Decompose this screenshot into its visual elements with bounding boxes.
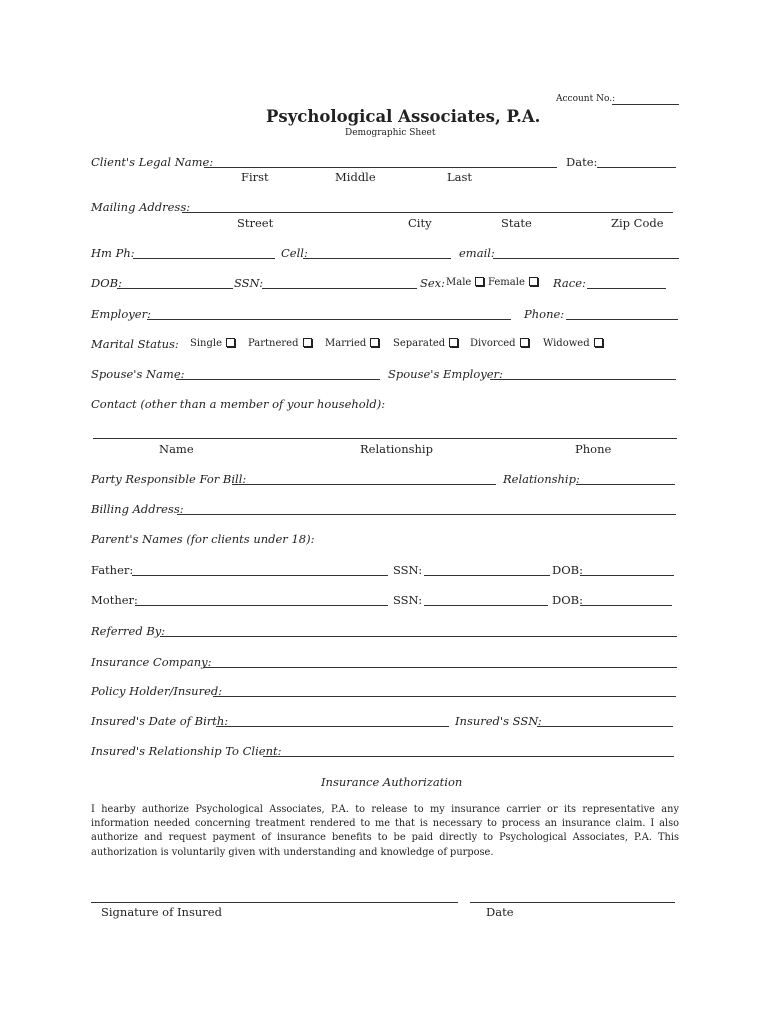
ssn-input[interactable] <box>262 288 417 289</box>
last-name-caption: Last <box>447 170 473 184</box>
parents-names-label: Parent's Names (for clients under 18): <box>91 532 315 546</box>
authorization-heading: Insurance Authorization <box>321 775 463 789</box>
email-input[interactable] <box>493 258 679 259</box>
referred-by-label: Referred By: <box>91 624 166 638</box>
home-phone-input[interactable] <box>133 258 275 259</box>
race-input[interactable] <box>587 288 666 289</box>
middle-name-caption: Middle <box>335 170 376 184</box>
marital-status-label: Marital Status: <box>91 337 179 351</box>
party-responsible-label: Party Responsible For Bill: <box>91 472 247 486</box>
mailing-address-label: Mailing Address: <box>91 200 191 214</box>
insured-ssn-input[interactable] <box>537 726 673 727</box>
marital-option-label: Single <box>190 338 223 349</box>
first-name-caption: First <box>241 170 269 184</box>
insured-dob-label: Insured's Date of Birth: <box>91 714 229 728</box>
contact-name-caption: Name <box>159 442 194 456</box>
signature-caption: Signature of Insured <box>101 905 222 919</box>
race-label: Race: <box>553 276 586 290</box>
marital-option-label: Partnered <box>248 338 299 349</box>
authorization-text: I hearby authorize Psychological Associates, P.A. to release to my insurance carrier or its representative any information needed concerning treatment rendered to me that is necessary to process an insurance claim. I also authorize and request payment of insurance benefits to be paid directly to Psychological Associates, P.A. This authorization is voluntarily given with understanding and knowledge of purpose. <box>91 804 679 858</box>
account-number-input[interactable] <box>612 104 679 105</box>
mother-input[interactable] <box>135 605 388 606</box>
sex-label: Sex: <box>420 276 446 290</box>
marital-widowed-checkbox[interactable] <box>594 338 603 347</box>
home-phone-label: Hm Ph: <box>91 246 135 260</box>
marital-partnered-checkbox[interactable] <box>303 338 312 347</box>
insured-relationship-input[interactable] <box>263 756 674 757</box>
spouse-name-label: Spouse's Name: <box>91 367 185 381</box>
father-label: Father: <box>91 563 134 577</box>
father-input[interactable] <box>132 575 388 576</box>
insured-ssn-label: Insured's SSN: <box>455 714 542 728</box>
employer-phone-input[interactable] <box>566 319 678 320</box>
contact-phone-caption: Phone <box>575 442 612 456</box>
marital-option-separated[interactable] <box>393 338 458 349</box>
spouse-employer-label: Spouse's Employer: <box>388 367 503 381</box>
sex-female-checkbox[interactable] <box>529 277 538 286</box>
marital-separated-checkbox[interactable] <box>449 338 458 347</box>
mother-dob-label: DOB: <box>552 593 583 607</box>
marital-option-widowed[interactable] <box>543 338 603 349</box>
party-relationship-input[interactable] <box>576 484 675 485</box>
billing-address-label: Billing Address: <box>91 502 184 516</box>
client-legal-name-input[interactable] <box>204 167 557 168</box>
father-ssn-input[interactable] <box>424 575 550 576</box>
sex-male-checkbox[interactable] <box>475 277 484 286</box>
marital-option-label: Separated <box>393 338 446 349</box>
cell-phone-input[interactable] <box>303 258 451 259</box>
marital-option-divorced[interactable] <box>470 338 529 349</box>
mailing-address-input[interactable] <box>182 212 673 213</box>
marital-option-label: Divorced <box>470 338 516 349</box>
referred-by-input[interactable] <box>160 636 677 637</box>
father-ssn-label: SSN: <box>393 563 423 577</box>
page-subtitle: Demographic Sheet <box>345 128 436 138</box>
ssn-label: SSN: <box>234 276 264 290</box>
spouse-name-input[interactable] <box>176 379 380 380</box>
signature-date-input[interactable] <box>470 902 675 903</box>
zip-caption: Zip Code <box>611 216 664 230</box>
party-relationship-label: Relationship: <box>503 472 580 486</box>
state-caption: State <box>501 216 532 230</box>
marital-option-partnered[interactable] <box>248 338 312 349</box>
signature-input[interactable] <box>91 902 458 903</box>
mother-label: Mother: <box>91 593 138 607</box>
sex-female-option[interactable] <box>488 277 538 288</box>
father-dob-label: DOB: <box>552 563 583 577</box>
party-responsible-input[interactable] <box>232 484 496 485</box>
marital-option-label: Widowed <box>543 338 590 349</box>
marital-divorced-checkbox[interactable] <box>520 338 529 347</box>
mother-ssn-input[interactable] <box>424 605 548 606</box>
street-caption: Street <box>237 216 274 230</box>
mother-ssn-label: SSN: <box>393 593 423 607</box>
dob-label: DOB: <box>91 276 122 290</box>
date-label: Date: <box>566 155 598 169</box>
page-title: Psychological Associates, P.A. <box>266 107 541 126</box>
employer-label: Employer: <box>91 307 151 321</box>
contact-input[interactable] <box>93 438 677 439</box>
marital-option-label: Married <box>325 338 367 349</box>
sex-female-label: Female <box>488 277 525 288</box>
signature-date-caption: Date <box>486 905 514 919</box>
contact-relationship-caption: Relationship <box>360 442 433 456</box>
sex-male-label: Male <box>446 277 472 288</box>
dob-input[interactable] <box>117 288 233 289</box>
date-input[interactable] <box>597 167 676 168</box>
mother-dob-input[interactable] <box>580 605 672 606</box>
marital-option-single[interactable] <box>190 338 235 349</box>
client-legal-name-label: Client's Legal Name: <box>91 155 214 169</box>
account-number-label: Account No.: <box>556 94 616 104</box>
billing-address-input[interactable] <box>177 514 676 515</box>
marital-option-married[interactable] <box>325 338 379 349</box>
employer-phone-label: Phone: <box>524 307 565 321</box>
sex-male-option[interactable] <box>446 277 484 288</box>
insurance-company-input[interactable] <box>203 667 677 668</box>
employer-input[interactable] <box>147 319 511 320</box>
contact-label: Contact (other than a member of your household): <box>91 397 386 411</box>
policy-holder-label: Policy Holder/Insured: <box>91 684 223 698</box>
cell-phone-label: Cell: <box>281 246 308 260</box>
city-caption: City <box>408 216 432 230</box>
father-dob-input[interactable] <box>580 575 674 576</box>
email-label: email: <box>459 246 495 260</box>
marital-single-checkbox[interactable] <box>226 338 235 347</box>
insurance-company-label: Insurance Company: <box>91 655 212 669</box>
insured-dob-input[interactable] <box>216 726 449 727</box>
spouse-employer-input[interactable] <box>490 379 676 380</box>
policy-holder-input[interactable] <box>213 696 676 697</box>
marital-married-checkbox[interactable] <box>370 338 379 347</box>
insured-relationship-label: Insured's Relationship To Client: <box>91 744 282 758</box>
